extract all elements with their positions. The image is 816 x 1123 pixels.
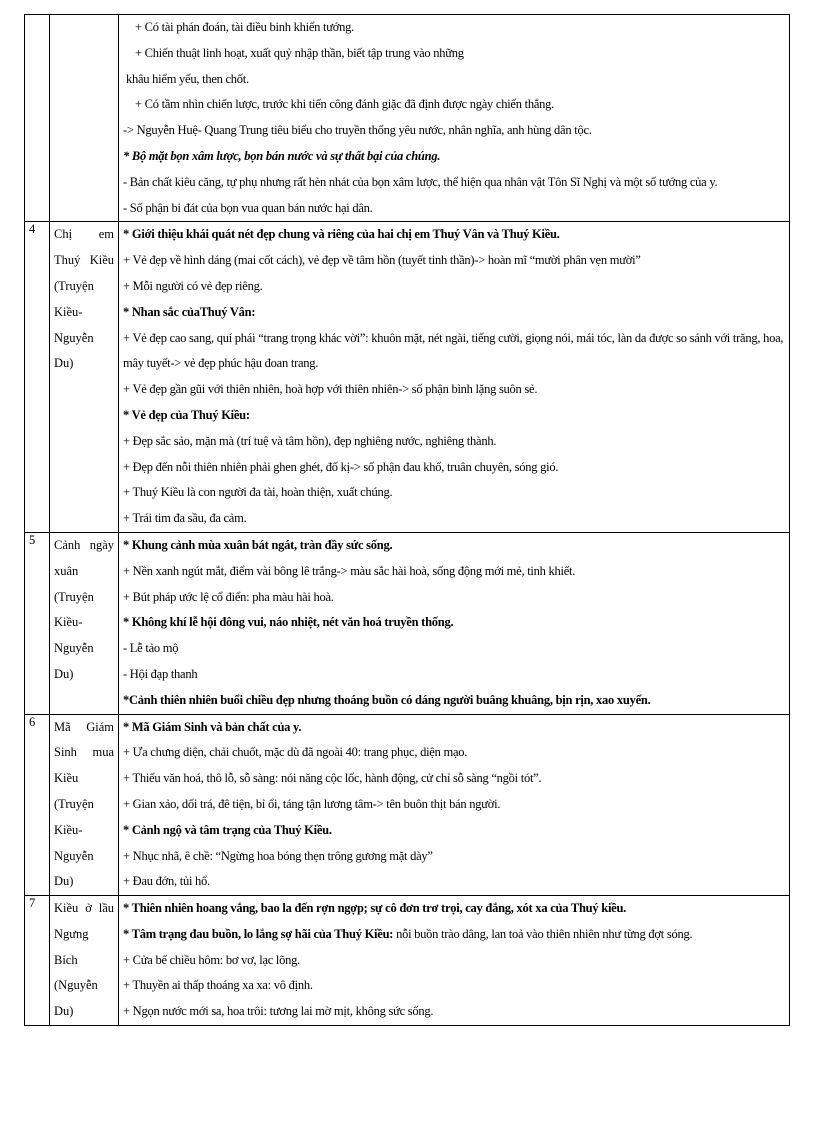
content-heading: * Giới thiệu khái quát nét đẹp chung và riêng của hai chị em Thuý Vân và Thuý Kiều. [123, 227, 560, 242]
content-line: khâu hiểm yếu, then chốt. [126, 71, 249, 86]
content-line: + Ưa chưng diện, chải chuốt, mặc dù đã ngoài 40: trang phục, diện mạo. [123, 745, 468, 760]
content-heading: * Nhan sắc củaThuý Vân: [123, 304, 256, 319]
content-heading: * Mã Giám Sinh và bản chất của y. [123, 719, 302, 734]
content-line: + Trái tim đa sầu, đa cảm. [123, 511, 247, 526]
content-line: - Hội đạp thanh [123, 666, 198, 681]
work-title: Chị em Thuý Kiều (Truyện Kiều- Nguyễn Du) [50, 222, 119, 533]
content-cell [119, 896, 790, 1026]
content-line: + Đẹp đến nỗi thiên nhiên phải ghen ghét, đố kị-> số phận đau khổ, truân chuyên, sóng gió. [123, 459, 559, 474]
content-line: + Đẹp sắc sảo, mặn mà (trí tuệ và tâm hồn), đẹp nghiêng nước, nghiêng thành. [123, 433, 497, 448]
table-body [25, 15, 790, 1026]
content-line: + Cửa bể chiều hôm: bơ vơ, lạc lõng. [123, 952, 301, 967]
table-row [25, 15, 790, 222]
content-line: + Có tài phán đoán, tài điều binh khiển tướng. [135, 20, 354, 34]
content-cell [119, 714, 790, 896]
content-cell [119, 532, 790, 714]
content-line: + Mỗi người có vẻ đẹp riêng. [123, 278, 263, 293]
content-line: + Ngọn nước mới sa, hoa trôi: tương lai mờ mịt, không sức sống. [123, 1004, 434, 1019]
content-heading: * Cảnh ngộ và tâm trạng của Thuý Kiều. [123, 822, 332, 837]
row-number: 4 [25, 222, 50, 533]
content-line: + Chiến thuật linh hoạt, xuất quỷ nhập thần, biết tập trung vào những [135, 45, 464, 60]
content-line: - Bản chất kiêu căng, tự phụ nhưng rất hèn nhát của bọn xâm lược, thể hiện qua nhân vật Tôn Sĩ Nghị và một số tướng của y. [123, 174, 718, 189]
row-number [25, 15, 50, 222]
content-heading: *Cảnh thiên nhiên buổi chiều đẹp nhưng thoáng buồn có dáng người buâng khuâng, bịn rịn, xao xuyến. [123, 692, 651, 707]
content-heading: * Thiên nhiên hoang vắng, bao la đến rợn ngợp; sự cô đơn trơ trọi, cay đắng, xót xa của Thuý kiều. [123, 901, 627, 916]
table-row [25, 532, 790, 714]
content-heading: * Khung cảnh mùa xuân bát ngát, tràn đầy sức sống. [123, 537, 393, 552]
content-line: - Số phận bi đát của bọn vua quan bán nước hại dân. [123, 200, 373, 215]
content-line: + Nền xanh ngút mắt, điểm vài bông lê trắng-> màu sắc hài hoà, sống động mới mẻ, tinh khiết. [123, 563, 576, 578]
content-line: - Lễ tảo mộ [123, 641, 179, 656]
content-line: + Vẻ đẹp về hình dáng (mai cốt cách), vẻ đẹp về tâm hồn (tuyết tinh thần)-> hoàn mĩ “mười phân vẹn mười” [123, 253, 641, 268]
work-title [50, 15, 119, 222]
content-cell [119, 15, 790, 222]
content-line: -> Nguyễn Huệ- Quang Trung tiêu biểu cho truyền thống yêu nước, nhân nghĩa, anh hùng dân tộc. [123, 123, 592, 138]
content-line: + Vẻ đẹp cao sang, quí phái “trang trọng khác vời”: khuôn mặt, nét ngài, tiếng cười, giọng nói, mái tóc, làn da được so sánh với trăng, hoa, mây tuyết-> vẻ đẹp phúc hậu đoan trang. [123, 330, 784, 371]
content-line: + Bút pháp ước lệ cổ điển: pha màu hài hoà. [123, 589, 334, 604]
work-title: Mã Giám Sinh mua Kiều (Truyện Kiều- Nguyễn Du) [50, 714, 119, 896]
content-line: + Nhục nhã, ê chề: “Ngừng hoa bóng thẹn trông gương mặt dày” [123, 848, 433, 863]
table-row [25, 714, 790, 896]
literature-summary-table [24, 14, 790, 1026]
work-title: Cảnh ngày xuân (Truyện Kiều- Nguyễn Du) [50, 532, 119, 714]
content-line: + Thuý Kiều là con người đa tài, hoàn thiện, xuất chúng. [123, 485, 393, 500]
table-row [25, 896, 790, 1026]
content-line [123, 922, 785, 948]
work-title: Kiều ở lầu Ngưng Bích (Nguyễn Du) [50, 896, 119, 1026]
content-heading: * Bộ mặt bọn xâm lược, bọn bán nước và sự thất bại của chúng. [123, 148, 441, 163]
content-line: + Thiếu văn hoá, thô lỗ, sỗ sàng: nói năng cộc lốc, hành động, cử chỉ sỗ sàng “ngồi tót”. [123, 771, 542, 786]
content-line: + Thuyền ai thấp thoáng xa xa: vô định. [123, 978, 313, 993]
table-row [25, 222, 790, 533]
content-line: + Đau đớn, tủi hổ. [123, 874, 210, 889]
content-line-heading: * Tâm trạng đau buồn, lo lắng sợ hãi của Thuý Kiều: [123, 926, 394, 941]
content-line: + Gian xảo, dối trá, đê tiện, bỉ ổi, táng tận lương tâm-> tên buôn thịt bán người. [123, 796, 501, 811]
content-heading: * Vẻ đẹp của Thuý Kiều: [123, 407, 250, 422]
row-number: 6 [25, 714, 50, 896]
content-line: + Vẻ đẹp gần gũi với thiên nhiên, hoà hợp với thiên nhiên-> số phận bình lặng suôn sẻ. [123, 382, 538, 397]
content-cell [119, 222, 790, 533]
row-number: 5 [25, 532, 50, 714]
document-page [24, 14, 790, 1026]
row-number: 7 [25, 896, 50, 1026]
content-heading: * Không khí lễ hội đông vui, náo nhiệt, nét văn hoá truyền thống. [123, 615, 454, 630]
content-line-body: nỗi buồn trào dâng, lan toả vào thiên nhiên như từng đợt sóng. [393, 926, 693, 941]
content-line: + Có tầm nhìn chiến lược, trước khi tiến công đánh giặc đã định được ngày chiến thắng. [135, 97, 554, 112]
